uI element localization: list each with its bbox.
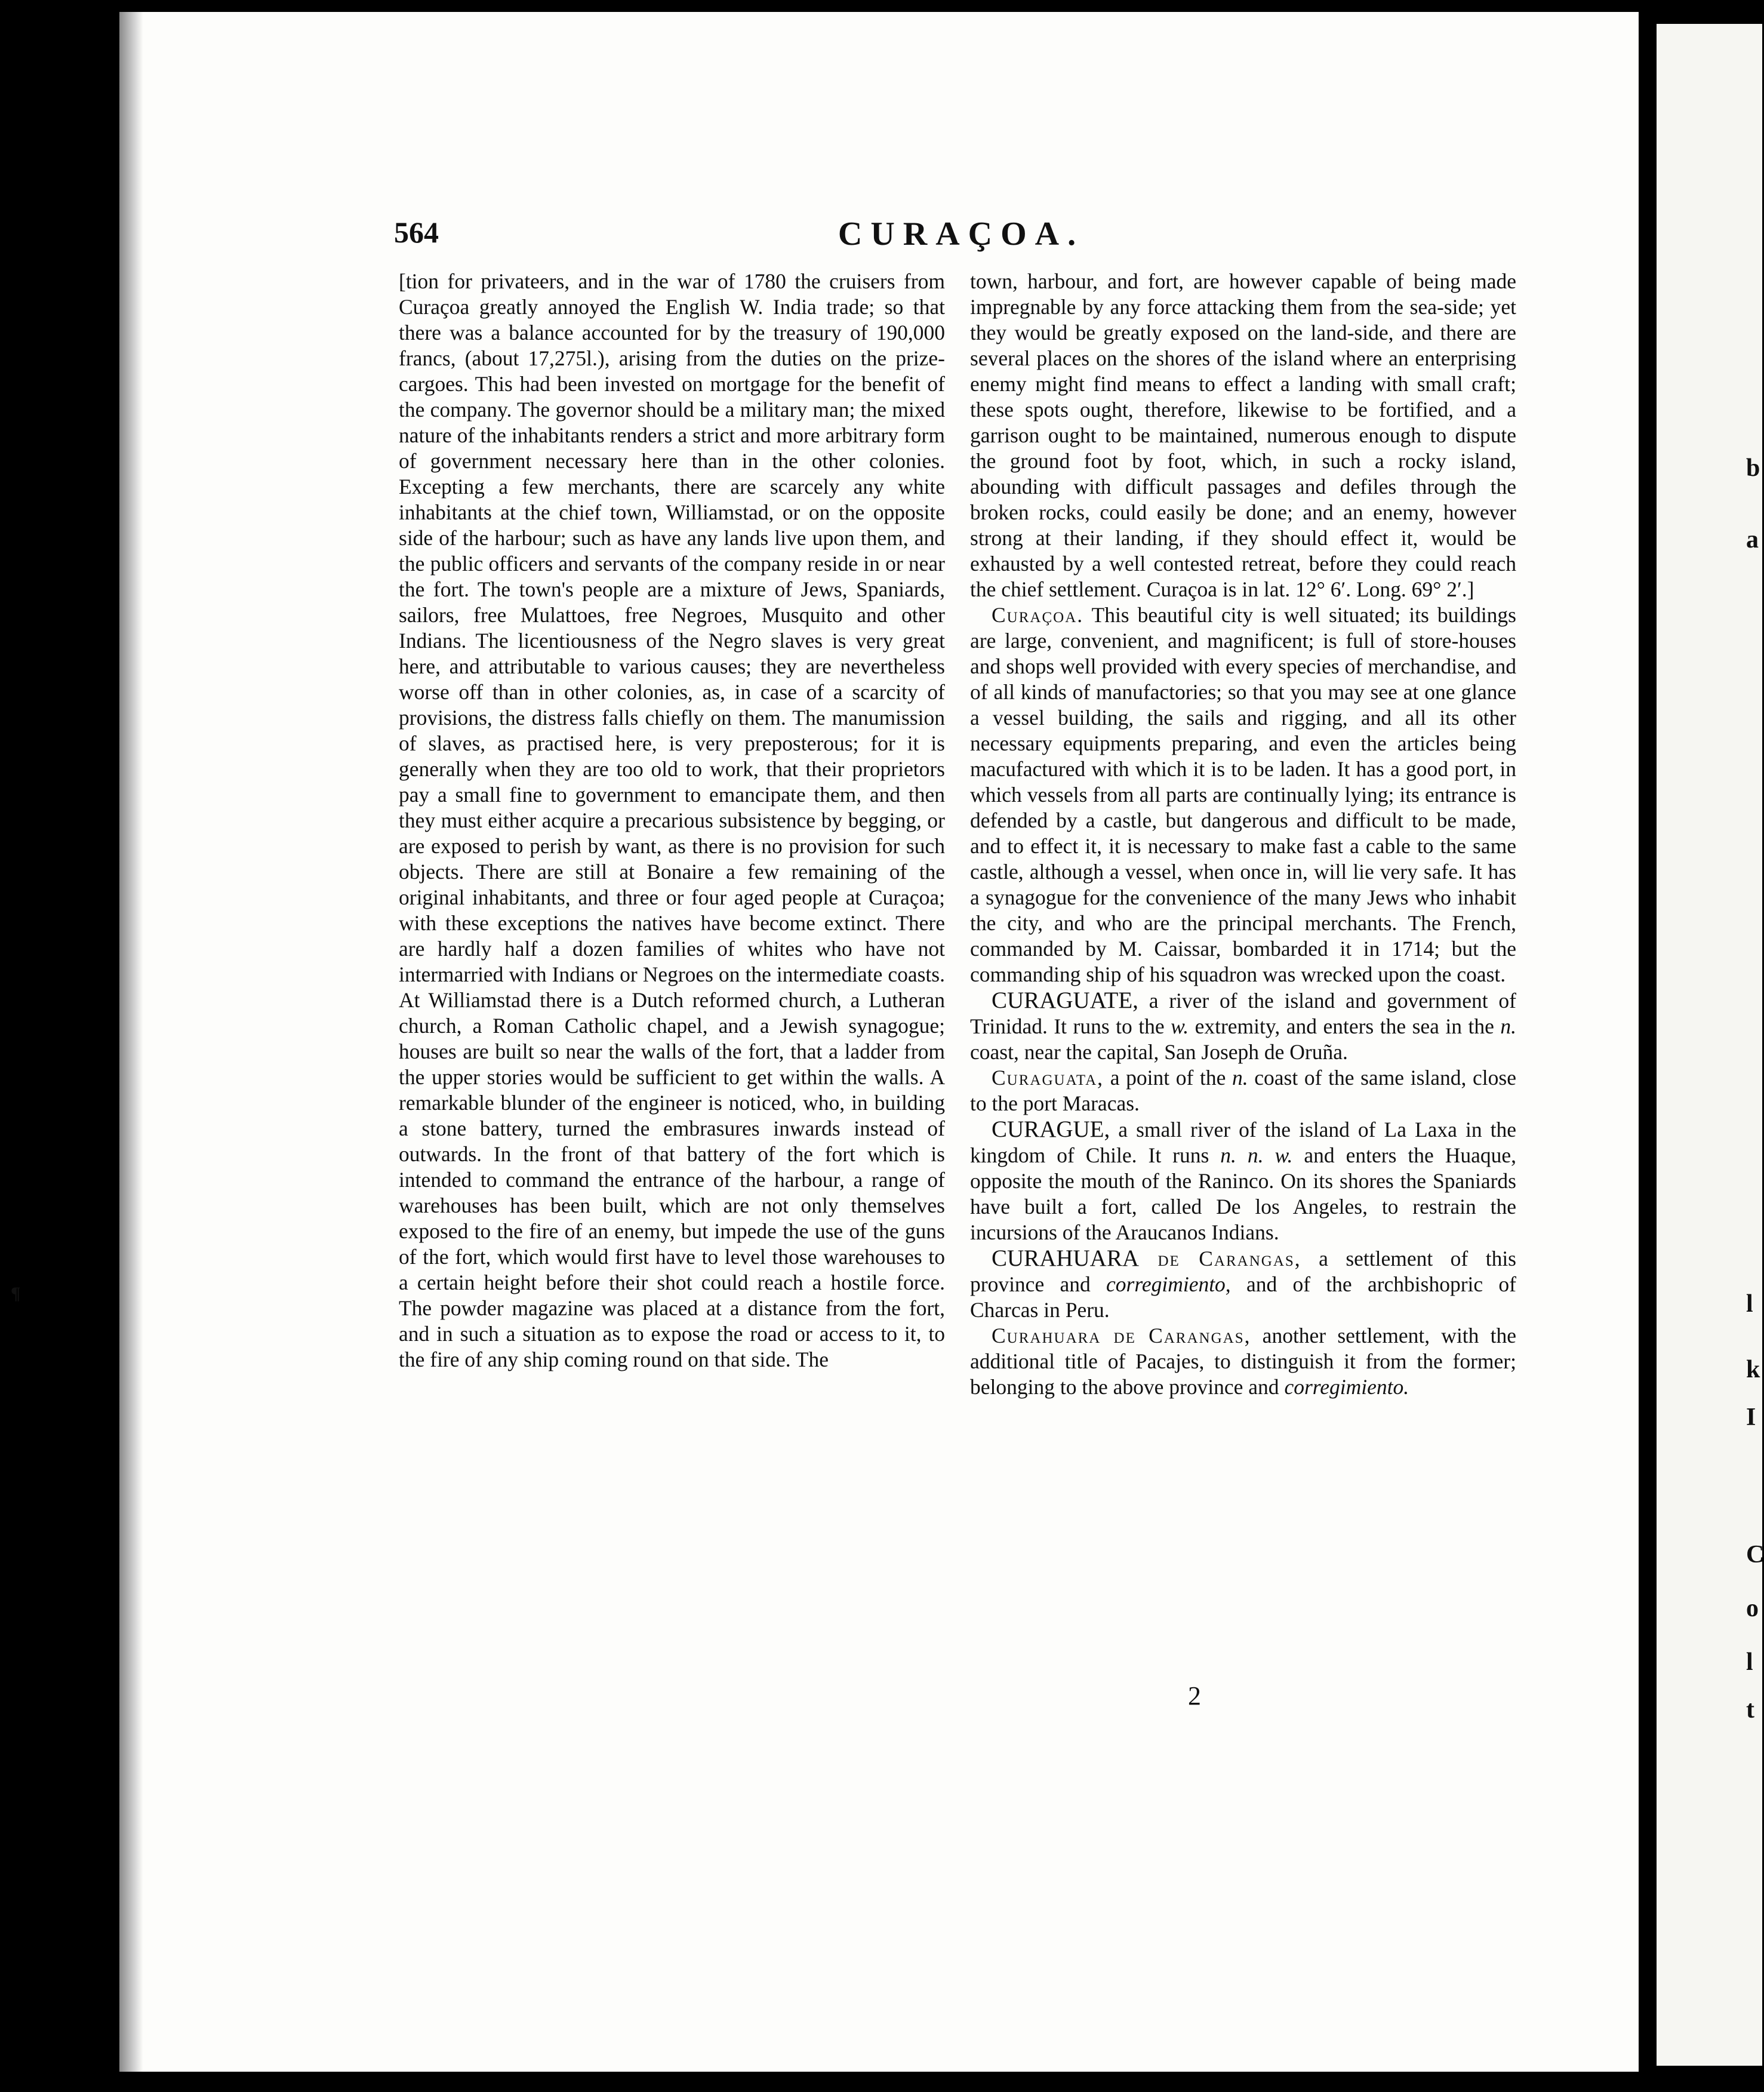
page-heading: CURAÇOA. [838, 216, 1085, 253]
left-column [399, 269, 945, 1373]
entry-headword: CURAGUE, [992, 1116, 1110, 1142]
right-column [970, 269, 1516, 1400]
gutter-shadow [119, 12, 143, 2072]
fragment: k [1746, 1356, 1760, 1383]
fragment: t [1746, 1696, 1754, 1724]
fragment: C [1746, 1541, 1764, 1568]
fragment: o [1746, 1595, 1759, 1622]
entry-headword: CURAHUARA [992, 1245, 1140, 1271]
signature-mark: 2 [1188, 1681, 1201, 1710]
entry-text: a small river of the island of La Laxa in the kingdom of Chile. It runs [970, 1118, 1516, 1167]
entry-text: coast of the same island, close to the port Maracas. [970, 1066, 1516, 1115]
dictionary-entry [970, 1245, 1516, 1323]
entry-headword: Curahuara de Carangas, [992, 1324, 1251, 1348]
entry-text: a point of the [1104, 1066, 1232, 1090]
entry-italic: n. [1232, 1066, 1248, 1090]
continued-article-text: [tion for privateers, and in the war of 1780 the cruisers from Curaçoa greatly annoyed the English W. India trade; so that there was a balance accounted for by the treasury of 190,000 francs, (about 17,275l.), arising from the duties on the prize-cargoes. This had been invested on mortgage for the benefit of the company. The governor should be a military man; the mixed nature of the inhabitants renders a strict and more arbitrary form of government necessary here than in the other colonies. Excepting a few merchants, there are scarcely any white inhabitants at the chief town, Williamstad, or on the opposite side of the harbour; such as have any lands live upon them, and the public officers and servants of the company reside in or near the fort. The town's people are a mixture of Jews, Spaniards, sailors, free Mulattoes, free Negroes, Musquito and other Indians. The licentiousness of the Negro slaves is very great here, and attributable to various causes; they are nevertheless worse off than in other colonies, as, in case of a scarcity of provisions, the distress falls chiefly on them. The manumission of slaves, as practised here, is very preposterous; for it is generally when they are too old to work, that their proprietors pay a small fine to government to emancipate them, and then they must either acquire a precarious subsistence by begging, or are exposed to perish by want, as there is no provision for such objects. There are still at Bonaire a few remaining of the original inhabitants, and three or four aged people at Curaçoa; with these exceptions the natives have become extinct. There are hardly half a dozen families of whites who have not intermarried with Indians or Negroes on the intermediate coasts. At Williamstad there is a Dutch reformed church, a Lutheran church, a Roman Catholic chapel, and a Jewish synagogue; houses are built so near the walls of the fort, that a ladder from the upper stories would be sufficient to get within the walls. A remarkable blunder of the engineer is noticed, who, in building a stone battery, turned the embrasures inwards instead of outwards. In the front of that battery of the fort which is intended to command the entrance of the harbour, a range of warehouses has been built, which are not only themselves exposed to the fire of an enemy, but impede the use of the guns of the fort, which would first have to level those warehouses to a certain height before their shot could reach a hostile force. The powder magazine was placed at a distance from the fort, and in such a situation as to expose the road or access to it, to the fire of any ship coming round on that side. The [399, 269, 945, 1371]
entry-text: another settlement, with the additional title of Pacajes, to distinguish it from the former; belonging to the above province and [970, 1324, 1516, 1399]
running-head [394, 215, 1528, 263]
fragment: l [1746, 1290, 1753, 1318]
fragment: b [1746, 454, 1760, 482]
facing-page-fragments [1746, 24, 1762, 2066]
entry-headword: Curaguata, [992, 1066, 1104, 1090]
dictionary-entry [970, 602, 1516, 987]
entry-text: coast, near the capital, San Joseph de Oruña. [970, 1040, 1348, 1064]
entry-text: a settlement of this province and [970, 1247, 1516, 1296]
fragment: a [1746, 526, 1759, 553]
fragment: I [1746, 1404, 1756, 1431]
entry-text: extremity, and enters the sea in the [1189, 1014, 1501, 1038]
entry-italic: w. [1171, 1014, 1189, 1038]
entry-text: a river of the island and government of Trinidad. It runs to the [970, 989, 1516, 1038]
entry-italic: corregimiento. [1284, 1375, 1409, 1399]
entry-headword: Curaçoa. [992, 603, 1084, 627]
entry-headword: CURAGUATE, [992, 987, 1138, 1013]
entry-italic: n. [1500, 1014, 1517, 1038]
entry-text: This beautiful city is well situated; its buildings are large, convenient, and magnificent; is full of store-houses and shops well provided with every species of merchandise, and of all kinds of manufactories; so that you may see at one glance a vessel building, the sails and rigging, and all its other necessary equipments preparing, and even the articles being macufactured with which it is to be laden. It has a good port, in which vessels from all parts are continually lying; its entrance is defended by a castle, but dangerous and difficult to be made, and to effect it, it is necessary to make fast a cable to the same castle, although a vessel, when once in, will lie very safe. It has a synagogue for the convenience of the many Jews who inhabit the city, and who are the principal merchants. The French, commanded by M. Caissar, bombarded it in 1714; but the commanding ship of his squadron was wrecked upon the coast. [970, 603, 1516, 986]
dictionary-entry [970, 1323, 1516, 1400]
dictionary-entry [970, 1116, 1516, 1245]
continued-article-text: town, harbour, and fort, are however capable of being made impregnable by any force attacking them from the sea-side; yet they would be greatly exposed on the land-side, and there are several places on the shores of the island where an enterprising enemy might find means to effect a landing with small craft; these spots ought, therefore, likewise to be fortified, and a garrison ought to be maintained, numerous enough to dispute the ground foot by foot, which, in such a rocky island, abounding with difficult passages and defiles through the broken rocks, could easily be done; and an enemy, however strong at their landing, if they should effect it, would be exhausted by a well contested retreat, before they could reach the chief settlement. Curaçoa is in lat. 12° 6′. Long. 69° 2′.] [970, 269, 1516, 601]
entry-italic: corregimiento, [1106, 1272, 1231, 1296]
dictionary-entry [970, 1065, 1516, 1116]
entry-headword-sub: de Carangas, [1139, 1247, 1301, 1270]
page-number: 564 [394, 216, 439, 249]
margin-mark: ¶ [11, 1284, 21, 1303]
dictionary-entry [970, 987, 1516, 1065]
fragment: l [1746, 1648, 1753, 1676]
entry-text: and enters the Huaque, opposite the mouth of the Raninco. On its shores the Spaniards have built a fort, called De los Angeles, to restrain the incursions of the Araucanos Indians. [970, 1143, 1516, 1244]
entry-text: and of the archbishopric of Charcas in Peru. [970, 1272, 1516, 1322]
entry-italic: n. n. w. [1220, 1143, 1293, 1167]
facing-page-edge [1657, 24, 1762, 2066]
